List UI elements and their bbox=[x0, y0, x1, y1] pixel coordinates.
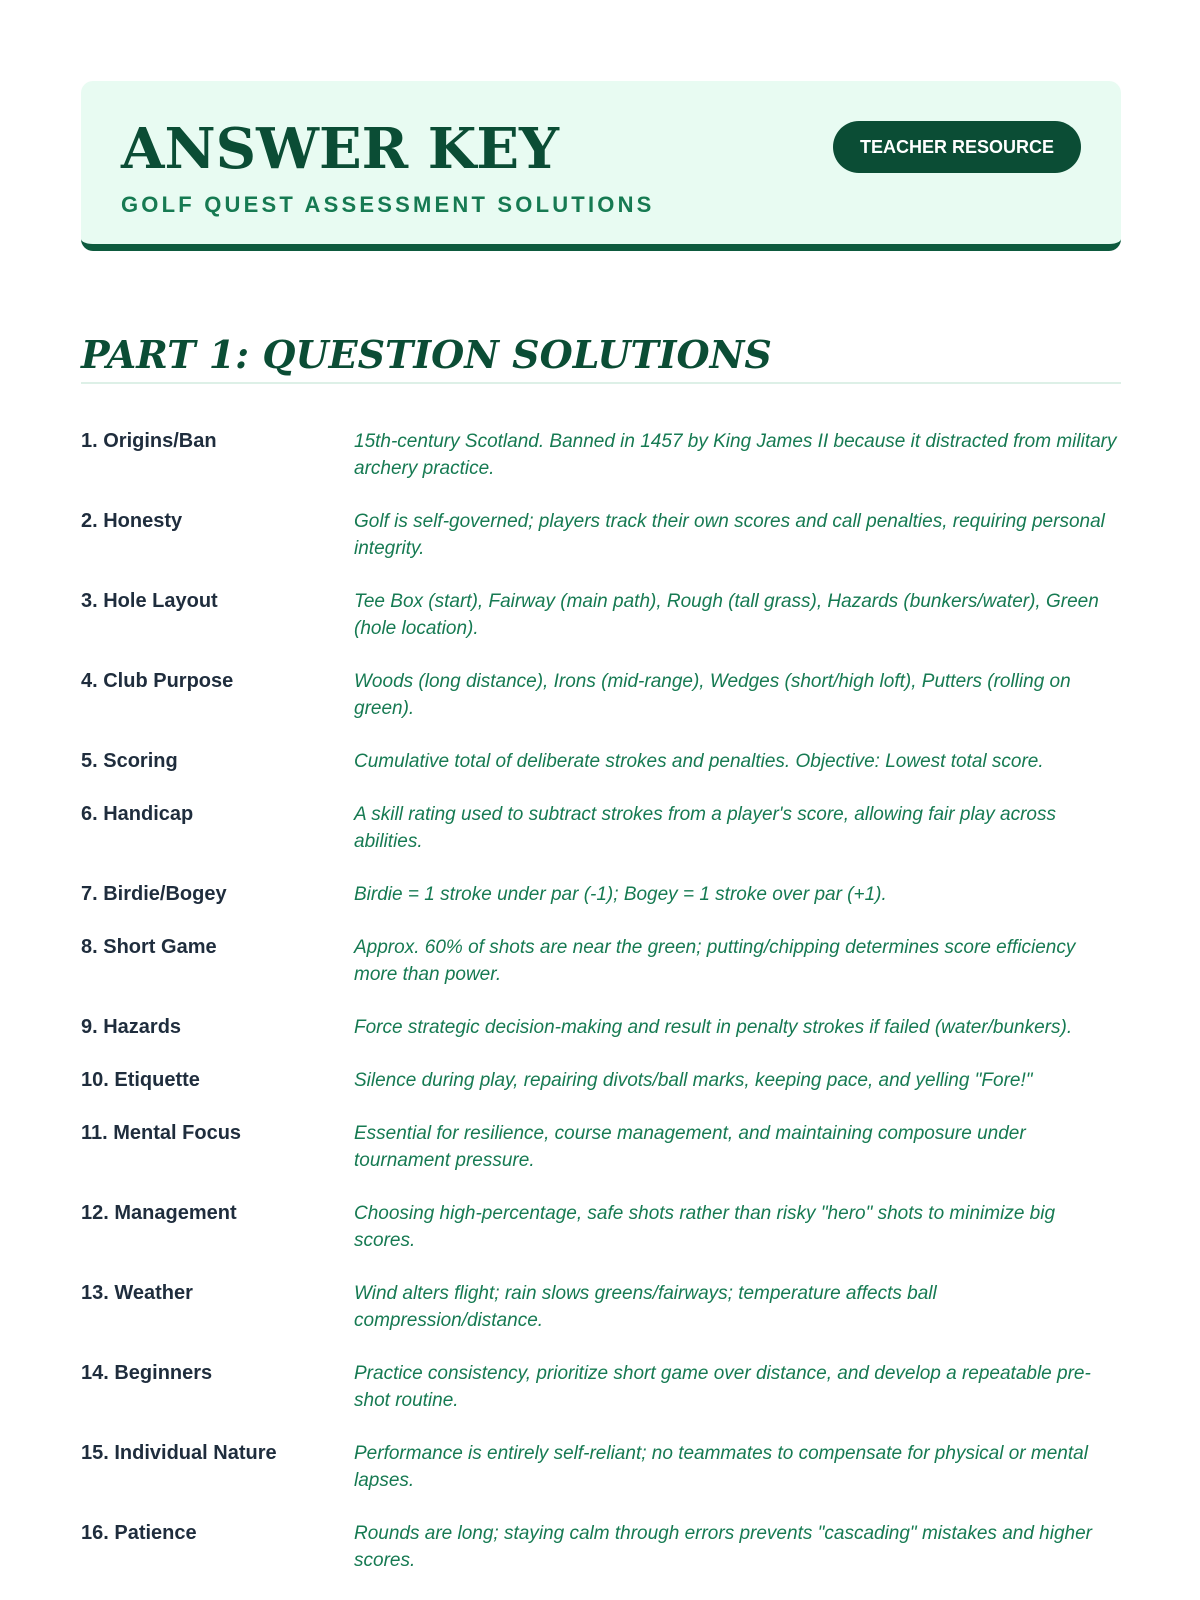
teacher-resource-badge: TEACHER RESOURCE bbox=[833, 121, 1081, 173]
answer-row bbox=[81, 1067, 1121, 1094]
question-label: 12. Management bbox=[81, 1202, 237, 1224]
header-card bbox=[81, 81, 1121, 251]
answer-text: Golf is self-governed; players track their own scores and call penalties, requiring personal integrity. bbox=[354, 511, 1105, 559]
answer-row bbox=[81, 934, 1121, 988]
question-label: 13. Weather bbox=[81, 1282, 193, 1304]
answer-text: Essential for resilience, course management, and maintaining composure under tournament pressure. bbox=[354, 1123, 1026, 1171]
question-label: 4. Club Purpose bbox=[81, 670, 234, 692]
answer-text: Wind alters flight; rain slows greens/fairways; temperature affects ball compression/distance. bbox=[354, 1283, 937, 1331]
answer-text: Cumulative total of deliberate strokes and penalties. Objective: Lowest total score. bbox=[354, 751, 1044, 772]
answer-row bbox=[81, 1200, 1121, 1254]
question-label: 16. Patience bbox=[81, 1522, 197, 1544]
section-title: PART 1: QUESTION SOLUTIONS bbox=[81, 336, 1121, 384]
answer-text: Birdie = 1 stroke under par (-1); Bogey = 1 stroke over par (+1). bbox=[354, 884, 887, 905]
page-title: ANSWER KEY bbox=[121, 116, 560, 182]
page-subtitle: GOLF QUEST ASSESSMENT SOLUTIONS bbox=[121, 192, 655, 217]
answer-text: A skill rating used to subtract strokes from a player's score, allowing fair play across abilities. bbox=[354, 804, 1056, 852]
question-label: 9. Hazards bbox=[81, 1016, 182, 1038]
answer-text: Choosing high-percentage, safe shots rather than risky "hero" shots to minimize big scores. bbox=[354, 1203, 1056, 1251]
answer-row bbox=[81, 881, 1121, 908]
answer-text: Rounds are long; staying calm through errors prevents "cascading" mistakes and higher scores. bbox=[354, 1523, 1092, 1571]
answer-row bbox=[81, 1440, 1121, 1494]
question-label: 11. Mental Focus bbox=[81, 1122, 242, 1144]
answer-text: Force strategic decision-making and result in penalty strokes if failed (water/bunkers). bbox=[354, 1017, 1073, 1038]
answer-list bbox=[81, 428, 1121, 1600]
answer-row bbox=[81, 1014, 1121, 1041]
answer-text: Woods (long distance), Irons (mid-range), Wedges (short/high loft), Putters (rolling on green). bbox=[354, 671, 1071, 719]
answer-row bbox=[81, 428, 1121, 482]
answer-row bbox=[81, 508, 1121, 562]
answer-text: Performance is entirely self-reliant; no teammates to compensate for physical or mental lapses. bbox=[354, 1443, 1088, 1491]
answer-text: Silence during play, repairing divots/ball marks, keeping pace, and yelling "Fore!" bbox=[354, 1070, 1033, 1091]
question-label: 8. Short Game bbox=[81, 936, 217, 958]
answer-key-page bbox=[81, 81, 1121, 1571]
question-label: 7. Birdie/Bogey bbox=[81, 883, 227, 905]
question-label: 2. Honesty bbox=[81, 510, 183, 532]
answer-row bbox=[81, 1280, 1121, 1334]
question-label: 10. Etiquette bbox=[81, 1069, 200, 1091]
answer-text: 15th-century Scotland. Banned in 1457 by King James II because it distracted from military archery practice. bbox=[354, 431, 1117, 479]
answer-row bbox=[81, 1120, 1121, 1174]
answer-text: Tee Box (start), Fairway (main path), Rough (tall grass), Hazards (bunkers/water), Green (hole location). bbox=[354, 591, 1099, 639]
question-label: 6. Handicap bbox=[81, 803, 194, 825]
answer-row bbox=[81, 588, 1121, 642]
question-label: 14. Beginners bbox=[81, 1362, 213, 1384]
answer-text: Approx. 60% of shots are near the green; putting/chipping determines score efficiency more than power. bbox=[354, 937, 1076, 985]
question-label: 5. Scoring bbox=[81, 750, 178, 772]
question-label: 1. Origins/Ban bbox=[81, 430, 217, 452]
answer-row bbox=[81, 801, 1121, 855]
answer-row bbox=[81, 1520, 1121, 1574]
answer-row bbox=[81, 748, 1121, 775]
question-label: 15. Individual Nature bbox=[81, 1442, 277, 1464]
answer-row bbox=[81, 1360, 1121, 1414]
answer-text: Practice consistency, prioritize short game over distance, and develop a repeatable pre-shot routine. bbox=[354, 1363, 1091, 1411]
answer-row bbox=[81, 668, 1121, 722]
question-label: 3. Hole Layout bbox=[81, 590, 218, 612]
